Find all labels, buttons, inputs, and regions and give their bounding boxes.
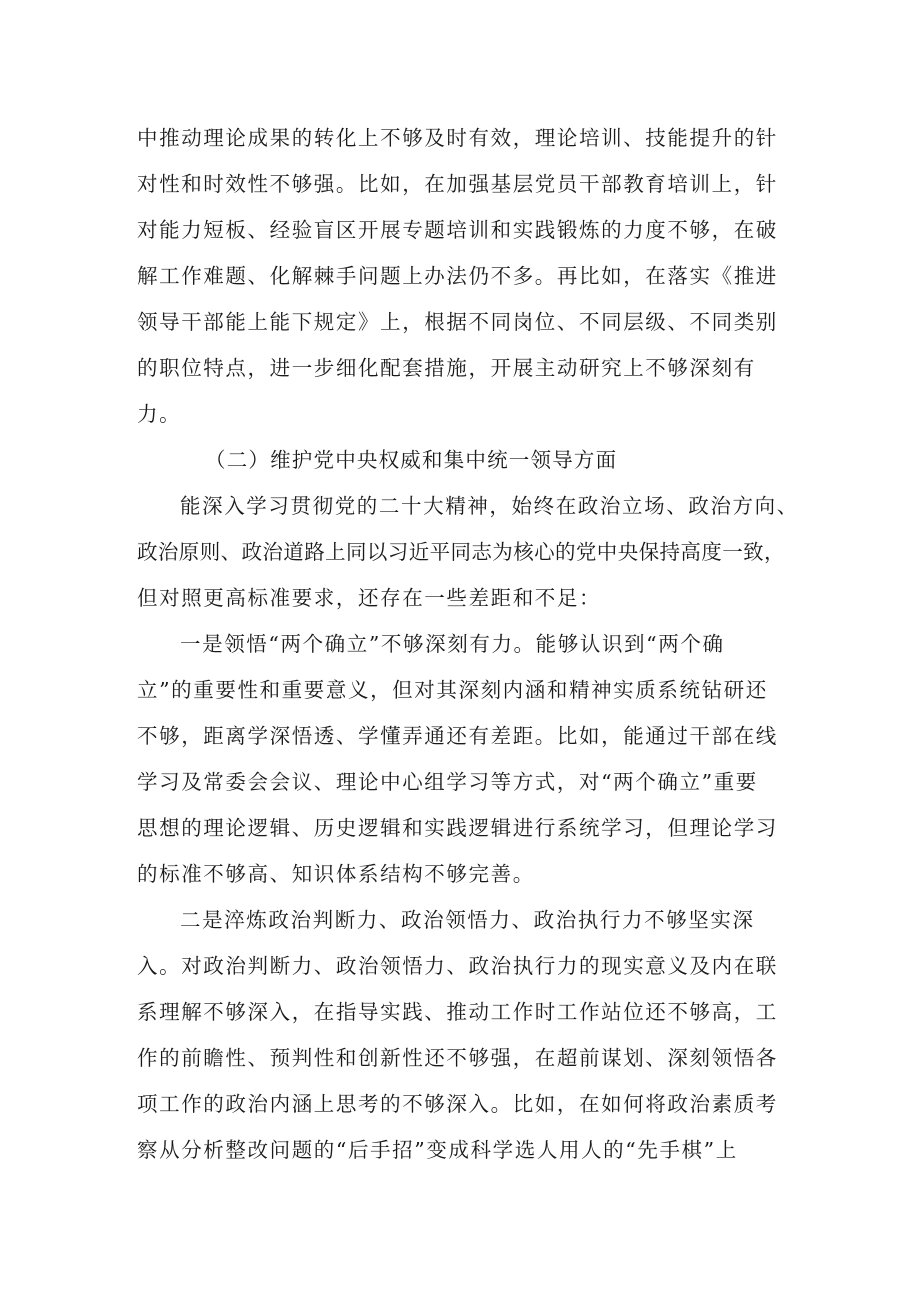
body-text-line: 作的前瞻性、预判性和创新性还不够强，在超前谋划、深刻领悟各 xyxy=(137,1046,778,1070)
body-text-line: 系理解不够深入，在指导实践、推动工作时工作站位还不够高，工 xyxy=(137,1000,778,1024)
body-text-line: 对性和时效性不够强。比如，在加强基层党员干部教育培训上，针 xyxy=(137,172,778,196)
body-text-line: 的职位特点，进一步细化配套措施，开展主动研究上不够深刻有 xyxy=(137,356,756,380)
body-text-line: 领导干部能上能下规定》上，根据不同岗位、不同层级、不同类别 xyxy=(137,310,778,334)
body-text-line: 能深入学习贯彻党的二十大精神，始终在政治立场、政治方向、 xyxy=(180,494,799,518)
body-text-line: 项工作的政治内涵上思考的不够深入。比如，在如何将政治素质考 xyxy=(137,1092,778,1116)
body-text-line: 一是领悟“两个确立”不够深刻有力。能够认识到“两个确 xyxy=(180,632,725,656)
body-text-line: 的标准不够高、知识体系结构不够完善。 xyxy=(137,862,535,886)
body-text-line: 学习及常委会会议、理论中心组学习等方式，对“两个确立”重要 xyxy=(137,770,758,794)
body-text-line: 解工作难题、化解棘手问题上办法仍不多。再比如，在落实《推进 xyxy=(137,264,778,288)
body-text-line: 立”的重要性和重要意义，但对其深刻内涵和精神实质系统钻研还 xyxy=(137,678,768,702)
body-text-line: 政治原则、政治道路上同以习近平同志为核心的党中央保持高度一致， xyxy=(137,540,785,564)
body-text-line: 力。 xyxy=(137,402,182,426)
body-text-line: 但对照更高标准要求，还存在一些差距和不足： xyxy=(137,586,602,610)
body-text-line: 入。对政治判断力、政治领悟力、政治执行力的现实意义及内在联 xyxy=(137,954,778,978)
body-text-line: 不够，距离学深悟透、学懂弄通还有差距。比如，能通过干部在线 xyxy=(137,724,778,748)
body-text-line: 对能力短板、经验盲区开展专题培训和实践锻炼的力度不够，在破 xyxy=(137,218,778,242)
body-text-line: 中推动理论成果的转化上不够及时有效，理论培训、技能提升的针 xyxy=(137,126,778,150)
body-text-line: 察从分析整改问题的“后手招”变成科学选人用人的“先手棋”上 xyxy=(137,1138,738,1162)
body-text-line: 思想的理论逻辑、历史逻辑和实践逻辑进行系统学习，但理论学习 xyxy=(137,816,778,840)
body-text-line: 二是淬炼政治判断力、政治领悟力、政治执行力不够坚实深 xyxy=(180,908,755,932)
section-heading: （二）维护党中央权威和集中统一领导方面 xyxy=(205,448,618,472)
